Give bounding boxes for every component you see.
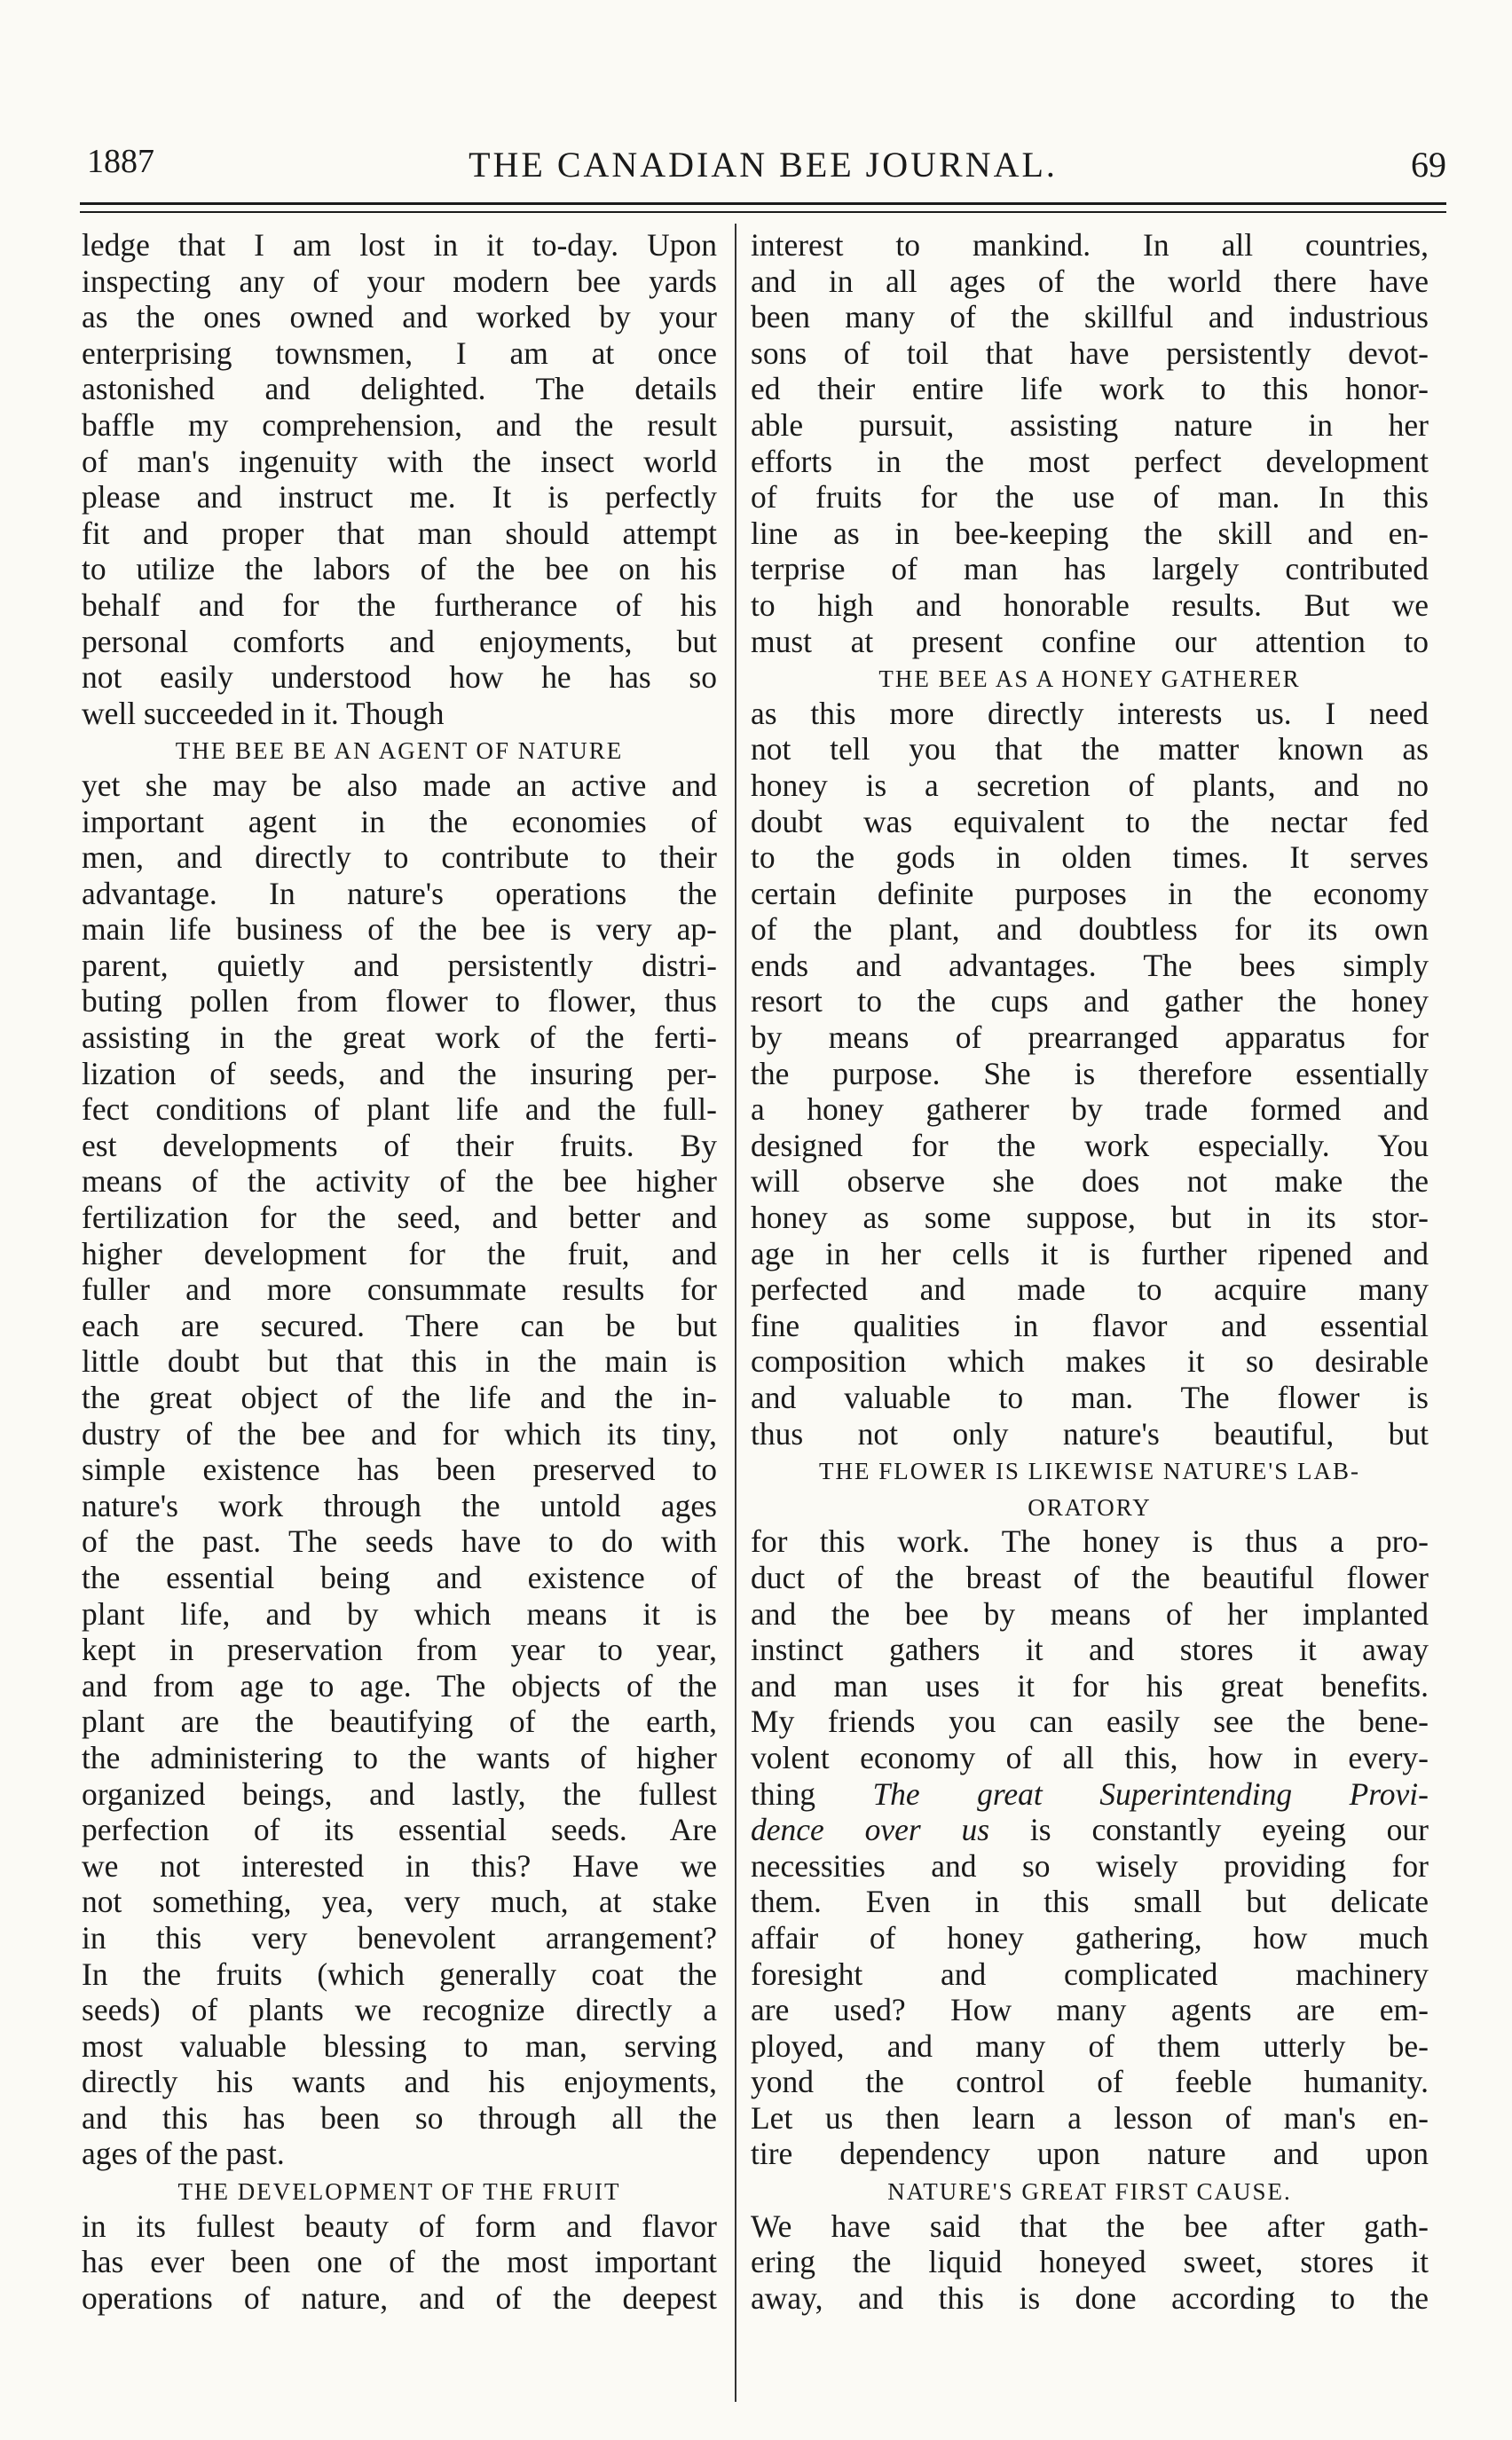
text-line: ends and advantages. The bees simply (751, 947, 1429, 983)
text-line: tire dependency upon nature and upon (751, 2136, 1429, 2172)
text-line: fuller and more consummate results for (82, 1271, 717, 1308)
text-line: please and instruct me. It is perfectly (82, 479, 717, 516)
right-column (751, 227, 1429, 2316)
text-line: directly his wants and his enjoyments, (82, 2064, 717, 2100)
text-line: must at present confine our attention to (751, 623, 1429, 659)
text-line: est developments of their fruits. By (82, 1127, 717, 1163)
text-line: ering the liquid honeyed sweet, stores it (751, 2244, 1429, 2280)
text-line: affair of honey gathering, how much (751, 1919, 1429, 1956)
text-line: and man uses it for his great benefits. (751, 1667, 1429, 1704)
text-line: ages of the past. (82, 2136, 285, 2172)
text-line: necessities and so wisely providing for (751, 1847, 1429, 1884)
right-paragraph-4 (751, 1848, 1429, 2172)
section-heading-honey-gatherer: THE BEE AS A HONEY GATHERER (878, 665, 1301, 693)
text-line: the great object of the life and the in- (82, 1380, 717, 1415)
right-paragraph-3 (751, 1523, 1429, 1775)
text-line: perfection of its essential seeds. Are (82, 1812, 717, 1848)
text-line: and valuable to man. The flower is (751, 1380, 1429, 1415)
text-line: age in her cells it is further ripened and (751, 1235, 1429, 1271)
text-line: plant are the beautifying of the earth, (82, 1704, 717, 1740)
header-rule (80, 202, 1446, 205)
text-line: able pursuit, assisting nature in her (751, 406, 1429, 443)
text-line: to utilize the labors of the bee on his (82, 551, 717, 587)
text-line: has ever been one of the most important (82, 2244, 717, 2280)
text-line: parent, quietly and persistently distri- (82, 947, 717, 983)
text-line: and this has been so through all the (82, 2099, 717, 2136)
text-line: buting pollen from flower to flower, thus (82, 983, 717, 1019)
text-line: sons of toil that have persistently devot- (751, 335, 1429, 371)
section-heading-fruit-development: THE DEVELOPMENT OF THE FRUIT (177, 2178, 621, 2206)
text-line: composition which makes it so desirable (751, 1343, 1429, 1380)
text-line: assisting in the great work of the ferti- (82, 1019, 717, 1056)
text-line: ed their entire life work to this honor- (751, 371, 1429, 407)
text-line: means of the activity of the bee higher (82, 1163, 717, 1200)
section-heading-flower-laboratory: THE FLOWER IS LIKEWISE NATURE'S LAB- (818, 1458, 1361, 1485)
text-line: not tell you that the matter known as (751, 731, 1429, 767)
text-line: of the plant, and doubtless for its own (751, 911, 1429, 948)
text-line: advantage. In nature's operations the (82, 875, 717, 911)
left-paragraph-1 (82, 227, 717, 731)
text-line: not something, yea, very much, at stake (82, 1884, 717, 1920)
text-line: of the past. The seeds have to do with (82, 1523, 717, 1560)
text-line: as this more directly interests us. I need (751, 695, 1429, 731)
text-line: perfected and made to acquire many (751, 1271, 1429, 1308)
text-line: volent economy of all this, how in every- (751, 1739, 1429, 1775)
text-line: the administering to the wants of higher (82, 1739, 717, 1775)
text-line: enterprising townsmen, I am at once (82, 335, 717, 371)
text-line: efforts in the most perfect development (751, 443, 1429, 479)
journal-title: THE CANADIAN BEE JOURNAL. (469, 145, 1058, 185)
text-line: by means of prearranged apparatus for (751, 1019, 1429, 1056)
text-line: seeds) of plants we recognize directly a (82, 1992, 717, 2028)
text-line: as the ones owned and worked by your (82, 299, 717, 335)
text-line: honey is a secretion of plants, and no (751, 767, 1429, 803)
text-line: fit and proper that man should attempt (82, 515, 717, 551)
text-line: little doubt but that this in the main is (82, 1343, 717, 1380)
text-line: we not interested in this? Have we (82, 1847, 717, 1884)
text-line: dustry of the bee and for which its tiny, (82, 1415, 717, 1452)
section-heading-flower-laboratory-cont: ORATORY (1028, 1493, 1152, 1521)
section-heading-bee-agent: THE BEE BE AN AGENT OF NATURE (175, 737, 624, 765)
text-line: and the bee by means of her implanted (751, 1595, 1429, 1632)
text-line: operations of nature, and of the deepest (82, 2279, 717, 2316)
text-line: plant life, and by which means it is (82, 1595, 717, 1632)
text-line: to high and honorable results. But we (751, 586, 1429, 623)
text-line: Let us then learn a lesson of man's en- (751, 2099, 1429, 2136)
text-line: fertilization for the seed, and better and (82, 1200, 717, 1236)
text-line: each are secured. There can be but (82, 1307, 717, 1343)
text-line: important agent in the economies of (82, 803, 717, 839)
text-line: been many of the skillful and industrious (751, 299, 1429, 335)
text-line: men, and directly to contribute to their (82, 839, 717, 876)
text-line: will observe she does not make the (751, 1163, 1429, 1200)
text-line: instinct gathers it and stores it away (751, 1632, 1429, 1668)
text-line: them. Even in this small but delicate (751, 1884, 1429, 1920)
page-header (80, 142, 1446, 195)
text-line-italic-1: thing The great Superintending Provi- (751, 1775, 1429, 1812)
left-column (82, 227, 717, 2316)
text-line: in its fullest beauty of form and flavor (82, 2208, 717, 2244)
text-line: foresight and complicated machinery (751, 1956, 1429, 1992)
text-line: designed for the work especially. You (751, 1127, 1429, 1163)
text-line: higher development for the fruit, and (82, 1235, 717, 1271)
right-paragraph-1 (751, 227, 1429, 659)
text-line: inspecting any of your modern bee yards (82, 263, 717, 299)
text-line: In the fruits (which generally coat the (82, 1956, 717, 1992)
text-line: ledge that I am lost in it to-day. Upon (82, 227, 717, 263)
text-line: in this very benevolent arrangement? (82, 1919, 717, 1956)
text-line: fine qualities in flavor and essential (751, 1307, 1429, 1343)
text-line: of man's ingenuity with the insect world (82, 443, 717, 479)
text-line: well succeeded in it. Though (82, 695, 445, 731)
text-line: a honey gatherer by trade formed and (751, 1091, 1429, 1128)
text-line: line as in bee-keeping the skill and en- (751, 515, 1429, 551)
column-divider (735, 224, 736, 2402)
text-line: certain definite purposes in the economy (751, 875, 1429, 911)
left-paragraph-2 (82, 767, 717, 2172)
text-line: most valuable blessing to man, serving (82, 2027, 717, 2064)
text-line: terprise of man has largely contributed (751, 551, 1429, 587)
text-line: personal comforts and enjoyments, but (82, 623, 717, 659)
text-line: are used? How many agents are em- (751, 1992, 1429, 2028)
italic-phrase: The great Superintending Provi- (872, 1775, 1429, 1812)
right-paragraph-2 (751, 696, 1429, 1452)
text-line: not easily understood how he has so (82, 659, 717, 696)
text-line: organized beings, and lastly, the fullest (82, 1775, 717, 1812)
section-heading-first-cause: NATURE'S GREAT FIRST CAUSE. (887, 2178, 1292, 2206)
text-line: resort to the cups and gather the honey (751, 983, 1429, 1019)
text-line: duct of the breast of the beautiful flower (751, 1559, 1429, 1595)
text-line: simple existence has been preserved to (82, 1452, 717, 1488)
text-line: yet she may be also made an active and (82, 767, 717, 803)
text-line: of fruits for the use of man. In this (751, 479, 1429, 516)
text-line: thus not only nature's beautiful, but (751, 1415, 1429, 1452)
header-year: 1887 (87, 143, 154, 180)
header-rule-thin (80, 211, 1446, 213)
text-line: astonished and delighted. The details (82, 371, 717, 407)
text-line: to the gods in olden times. It serves (751, 839, 1429, 876)
text-line: for this work. The honey is thus a pro- (751, 1523, 1429, 1560)
text-line: ployed, and many of them utterly be- (751, 2027, 1429, 2064)
text-line: and from age to age. The objects of the (82, 1667, 717, 1704)
text-line: interest to mankind. In all countries, (751, 227, 1429, 263)
text-line: My friends you can easily see the bene- (751, 1704, 1429, 1740)
text-line: behalf and for the furtherance of his (82, 586, 717, 623)
text-line: We have said that the bee after gath- (751, 2208, 1429, 2244)
text-line: lization of seeds, and the insuring per- (82, 1055, 717, 1091)
text-line: the essential being and existence of (82, 1559, 717, 1595)
text-line: doubt was equivalent to the nectar fed (751, 803, 1429, 839)
text-line-italic-2: dence over us is constantly eyeing our (751, 1812, 1429, 1848)
text-line: yond the control of feeble humanity. (751, 2064, 1429, 2100)
text-line: nature's work through the untold ages (82, 1487, 717, 1523)
right-paragraph-5 (751, 2208, 1429, 2317)
text-line: main life business of the bee is very ap- (82, 911, 717, 948)
text-line: honey as some suppose, but in its stor- (751, 1200, 1429, 1236)
page-number: 69 (1411, 145, 1446, 185)
text-line: fect conditions of plant life and the full- (82, 1091, 717, 1128)
text-line: away, and this is done according to the (751, 2279, 1429, 2316)
text-line: and in all ages of the world there have (751, 263, 1429, 299)
text-line: the purpose. She is therefore essentially (751, 1055, 1429, 1091)
text-line: baffle my comprehension, and the result (82, 406, 717, 443)
text-line: kept in preservation from year to year, (82, 1632, 717, 1668)
left-paragraph-3 (82, 2208, 717, 2317)
italic-phrase-cont: dence over us (751, 1812, 990, 1848)
